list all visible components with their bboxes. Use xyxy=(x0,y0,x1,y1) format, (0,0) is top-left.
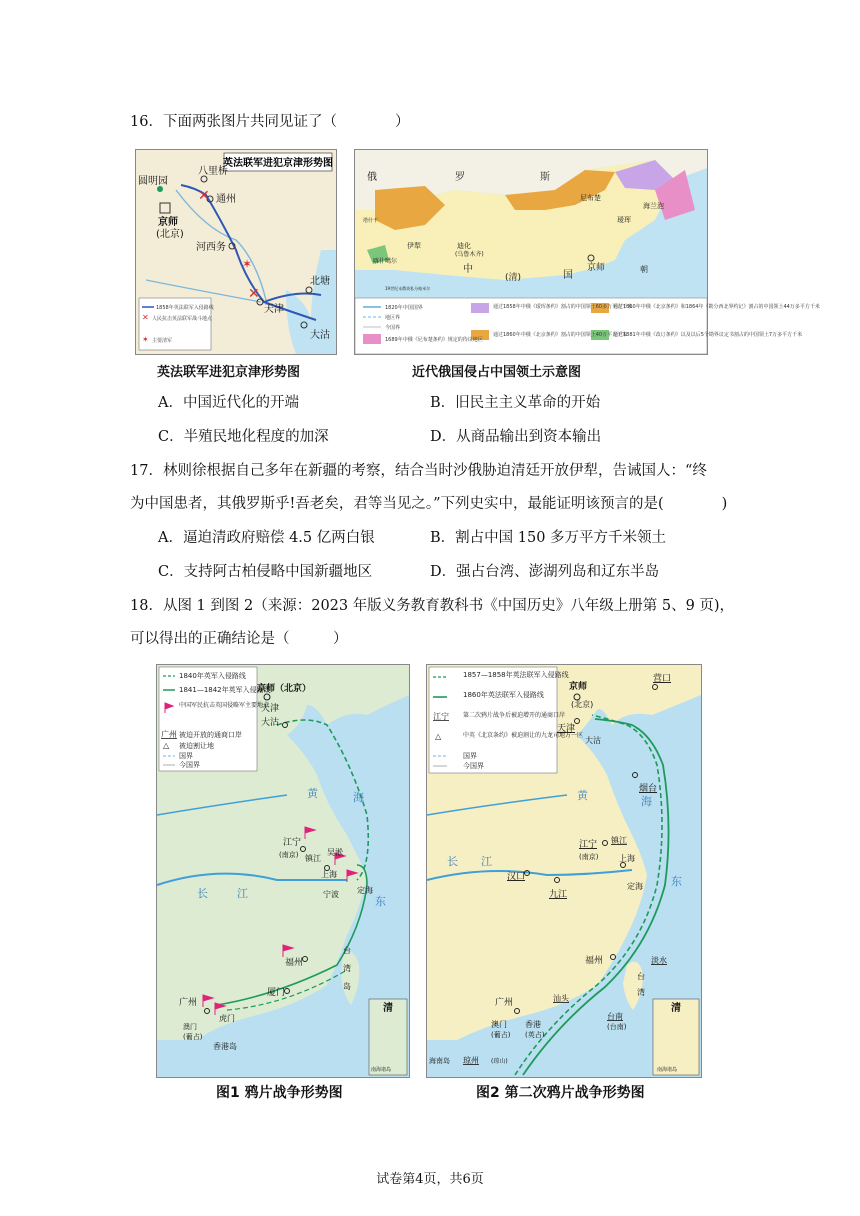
fig2-place-si: 斯 xyxy=(540,172,550,183)
fig2-legend-northwest: 通过1860年中俄《北京条约》和1864年《勘分西北界约记》割占的中国领土44万多平方千米 xyxy=(613,304,820,310)
fig1-place-tongzhou: 通州 xyxy=(216,194,236,205)
map2-place-shantou: 汕头 xyxy=(553,994,569,1003)
map1-place-tai: 台 xyxy=(343,946,351,955)
map1-legend-treaty-port: 被迫开放的通商口岸 xyxy=(179,731,242,739)
fig2-place-aihun: 瑷珲 xyxy=(617,216,631,224)
map1-place-macau: 澳门 xyxy=(183,1023,197,1031)
map2-place-qiongzhou: 琼州 xyxy=(463,1056,479,1065)
fig2-place-dihua: 迪化 xyxy=(457,242,471,250)
fig2-legend-aigun: 通过1858年中俄《瑷珲条约》割占的中国领土60多万平方千米 xyxy=(493,304,633,310)
q16-option-d[interactable]: D．从商品输出到资本输出 xyxy=(430,429,602,445)
map1-place-guangzhou: 广州 xyxy=(179,998,198,1008)
map2-place-tainan-note: (台南) xyxy=(607,1023,627,1031)
fig2-legend-nerchinsk: 1689年中俄《尼布楚条约》规定的待议地区 xyxy=(385,337,483,343)
map2-place-hai: 海 xyxy=(641,795,652,808)
svg-text:△: △ xyxy=(435,732,442,741)
svg-text:✶: ✶ xyxy=(142,335,149,344)
svg-text:✕: ✕ xyxy=(248,286,260,302)
map1-legend-current-border: 今国界 xyxy=(179,761,200,769)
map2-legend-new-ports: 第二次鸦片战争后被迫增开的通商口岸 xyxy=(463,712,566,719)
map2-place-shanghai: 上海 xyxy=(619,854,635,863)
question-17-stem-line1: 17．林则徐根据自己多年在新疆的考察，结合当时沙俄胁迫清廷开放伊犁，告诫国人：“终 xyxy=(130,463,707,479)
map1-place-chang: 长 xyxy=(197,887,208,900)
map2-place-jiangning: 江宁 xyxy=(579,840,598,850)
map2-place-macau-note: (葡占) xyxy=(491,1031,511,1039)
map2-place-wan: 湾 xyxy=(637,988,645,997)
map2-place-macau: 澳门 xyxy=(491,1020,507,1029)
map1-place-jiang: 江 xyxy=(237,887,248,900)
map1-place-wan: 湾 xyxy=(343,964,351,973)
map1-inset-qing: 清 xyxy=(383,1003,393,1014)
map1-legend-border: 国界 xyxy=(179,752,193,760)
fig2-place-hailanpao: 海兰泡 xyxy=(643,202,664,210)
q17-option-b[interactable]: B．割占中国 150 多万平方千米领土 xyxy=(430,530,667,546)
fig2-place-luo: 罗 xyxy=(455,172,465,183)
map1-inset-south-sea: 南海诸岛 xyxy=(371,1067,392,1073)
map2-legend-kowloon: 中英《北京条约》被迫割让的九龙司地方一区 xyxy=(463,732,584,739)
q16-option-b[interactable]: B．旧民主主义革命的开始 xyxy=(430,395,601,411)
map1-place-xiamen: 厦门 xyxy=(267,988,286,998)
fig2-place-qing: (清) xyxy=(505,273,522,283)
fig1-place-jingshi: 京师 xyxy=(158,217,178,228)
figure-russia-territory-map xyxy=(354,149,820,355)
fig2-caption: 近代俄国侵占中国领土示意图 xyxy=(412,365,582,380)
q16-option-a[interactable]: A．中国近代化的开端 xyxy=(158,395,299,411)
map1-place-jiangning: 江宁 xyxy=(283,838,302,848)
map1-place-ningbo: 宁波 xyxy=(323,890,339,899)
fig2-legend-1820-border: 1820年中国国界 xyxy=(385,305,423,311)
map1-caption: 图1 鸦片战争形势图 xyxy=(216,1085,343,1101)
svg-text:✶: ✶ xyxy=(242,257,253,271)
map2-place-tainan: 台南 xyxy=(607,1012,623,1021)
map2-legend-1857-route: 1857—1858年英法联军入侵路线 xyxy=(463,671,569,679)
map1-legend-ceded: 被迫割让地 xyxy=(179,742,214,750)
map2-place-chang: 长 xyxy=(447,855,458,868)
map1-place-fuzhou: 福州 xyxy=(285,958,304,968)
fig2-legend-beijing-treaty: 通过1860年中俄《北京条约》割占的中国领土40万平方千米 xyxy=(493,332,628,338)
fig2-place-jingshi: 京师 xyxy=(587,263,606,273)
map2-place-guangzhou: 广州 xyxy=(495,998,514,1008)
fig2-place-kashgar: 喀什噶尔 xyxy=(373,258,398,265)
svg-text:✕: ✕ xyxy=(198,188,210,204)
fig1-place-tianjin: 天津 xyxy=(264,304,284,315)
map2-place-danshui: 淡水 xyxy=(651,956,667,965)
map2-place-jiang: 江 xyxy=(481,855,492,868)
map2-place-yantai: 烟台 xyxy=(639,784,658,794)
map1-place-dinghai: 定海 xyxy=(357,886,373,895)
fig2-place-pamir: 19世纪末俄英私分帕米尔 xyxy=(385,286,431,291)
map1-legend-resistance: 中国军民抗击英国侵略军主要地点 xyxy=(179,702,270,709)
figure-opium-war-map xyxy=(156,664,410,1078)
map1-place-humen: 虎门 xyxy=(219,1014,235,1023)
fig2-place-zhong: 中 xyxy=(463,264,473,275)
svg-text:△: △ xyxy=(163,741,170,750)
map2-place-jiujiang: 九江 xyxy=(549,890,568,900)
fig1-place-hexiwu: 河西务 xyxy=(196,242,226,253)
map2-place-yingkou: 营口 xyxy=(653,674,672,684)
map2-place-tianjin: 天津 xyxy=(557,724,576,734)
fig1-place-beijing: (北京) xyxy=(156,229,184,240)
page-footer: 试卷第4页，共6页 xyxy=(376,1172,484,1187)
map2-legend-1860-route: 1860年英法联军入侵路线 xyxy=(463,691,544,699)
map2-caption: 图2 第二次鸦片战争形势图 xyxy=(476,1085,645,1101)
map2-place-beijing: (北京) xyxy=(571,700,594,709)
map1-place-huang: 黄 xyxy=(307,787,318,800)
q16-option-c[interactable]: C．半殖民地化程度的加深 xyxy=(158,429,329,445)
fig1-caption: 英法联军进犯京津形势图 xyxy=(157,365,301,380)
fig2-legend-current-border: 今国界 xyxy=(385,325,401,331)
fig2-place-e: 俄 xyxy=(367,172,377,183)
map2-place-dong: 东 xyxy=(671,875,682,888)
q17-option-d[interactable]: D．强占台湾、澎湖列岛和辽东半岛 xyxy=(430,564,660,580)
map2-inset-qing: 清 xyxy=(671,1003,681,1014)
map1-place-dao: 岛 xyxy=(343,982,351,991)
figure-anglo-french-invasion-map xyxy=(135,149,337,355)
map1-place-shanghai: 上海 xyxy=(321,870,337,879)
map2-place-hankou: 汉口 xyxy=(507,872,526,882)
fig2-place-yili: 伊犁 xyxy=(407,242,421,250)
fig2-place-guo: 国 xyxy=(563,270,573,281)
svg-text:✕: ✕ xyxy=(142,313,149,322)
map1-place-macau-note: (葡占) xyxy=(183,1033,203,1041)
map1-place-hai: 海 xyxy=(353,791,364,804)
question-16-stem: 16．下面两张图片共同见证了（ ） xyxy=(130,114,410,130)
fig2-place-nibuchu: 尼布楚 xyxy=(580,194,601,202)
fig2-place-urumqi: (乌鲁木齐) xyxy=(455,251,484,258)
map2-place-dinghai: 定海 xyxy=(627,882,643,891)
question-17-stem-line2: 为中国患者，其俄罗斯乎!吾老矣，君等当见之。”下列史实中，最能证明该预言的是( ) xyxy=(130,496,728,512)
fig2-place-chao: 朝 xyxy=(640,265,648,274)
map2-legend-sample-port: 江宁 xyxy=(433,712,449,721)
map1-legend-1841-route: 1841—1842年英军入侵路线 xyxy=(179,686,271,694)
map2-legend-current-border: 今国界 xyxy=(463,762,484,770)
map2-place-qiongshan: (琼山) xyxy=(491,1058,508,1065)
map2-place-hainan: 海南岛 xyxy=(429,1057,450,1065)
map2-legend-border: 国界 xyxy=(463,752,477,760)
map2-place-fuzhou: 福州 xyxy=(585,956,604,966)
map2-place-hongkong-note: (英占) xyxy=(525,1031,545,1039)
map1-legend-sample-port: 广州 xyxy=(161,730,177,739)
map2-place-dagu: 大沽 xyxy=(585,736,601,745)
fig1-place-balqiao: 八里桥 xyxy=(198,166,228,177)
figure-second-opium-war-map xyxy=(426,664,702,1078)
map2-place-zhenjiang: 镇江 xyxy=(611,836,627,845)
fig1-place-yuanmingyuan: 圆明园 xyxy=(138,176,168,187)
fig1-place-beitang: 北塘 xyxy=(310,276,330,287)
map1-place-tianjin: 天津 xyxy=(261,704,280,714)
q17-option-a[interactable]: A．逼迫清政府赔偿 4.5 亿两白银 xyxy=(158,530,375,546)
map1-place-nanjing: (南京) xyxy=(279,851,299,859)
map1-place-wusong: 吴淞 xyxy=(327,848,343,857)
map1-place-hongkong: 香港岛 xyxy=(213,1042,237,1051)
fig2-legend-region-border: 地区界 xyxy=(385,315,401,321)
fig2-legend-1881: 通过1881年中俄《改订条约》以及以后5个勘界议定书割占的中国领土7万多平方千米 xyxy=(613,332,803,338)
map1-place-dong: 东 xyxy=(375,895,386,908)
map2-place-hongkong: 香港 xyxy=(525,1020,541,1029)
map1-place-zhenjiang: 镇江 xyxy=(305,854,321,863)
q17-option-c[interactable]: C．支持阿古柏侵略中国新疆地区 xyxy=(158,564,373,580)
map2-place-jingshi: 京师 xyxy=(569,682,588,692)
fig1-place-dagu: 大沽 xyxy=(310,330,330,341)
map2-inset-south-sea: 南海诸岛 xyxy=(657,1067,678,1073)
map1-place-dagu: 大沽 xyxy=(261,718,280,728)
map1-legend-1840-route: 1840年英军入侵路线 xyxy=(179,672,246,680)
fig1-legend-route: 1858年英法联军入侵路线 xyxy=(156,305,214,311)
question-18-stem-line2: 可以得出的正确结论是（ ） xyxy=(130,631,348,647)
fig1-title: 英法联军进犯京津形势图 xyxy=(223,158,333,169)
fig2-place-tashkent: 塔什干 xyxy=(363,218,379,224)
fig1-legend-battle: 人民抗击英法联军战斗地点 xyxy=(152,316,213,322)
fig1-legend-troops: 主要清军 xyxy=(152,338,173,344)
map2-place-huang: 黄 xyxy=(577,789,588,802)
map2-place-nanjing: (南京) xyxy=(579,853,599,861)
map1-place-jingshi: 京师（北京） xyxy=(257,684,312,694)
question-18-stem-line1: 18．从图 1 到图 2（来源：2023 年版义务教育教科书《中国历史》八年级上册第 5、9 页)， xyxy=(130,598,735,614)
map2-place-tai: 台 xyxy=(637,972,645,981)
